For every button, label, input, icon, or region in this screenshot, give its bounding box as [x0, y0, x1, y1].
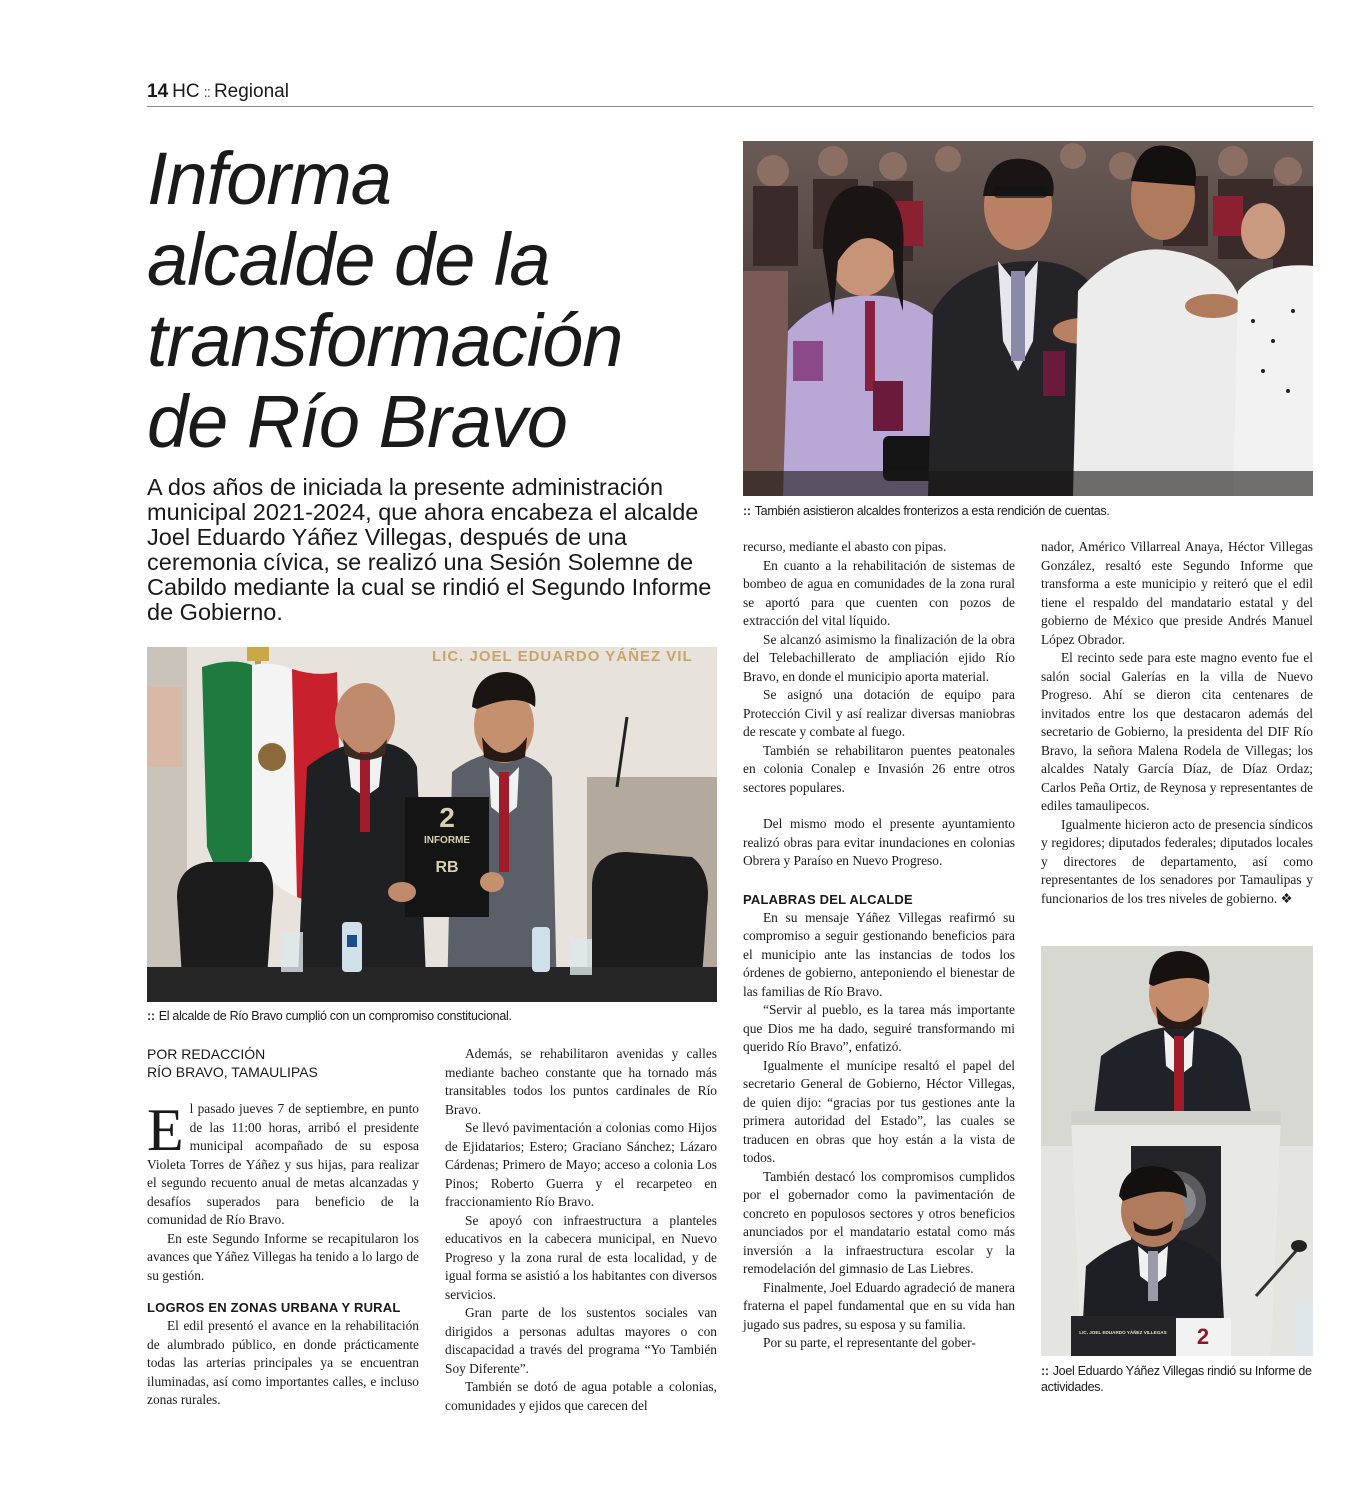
- paragraph: Además, se rehabilitaron avenidas y calles mediante bacheo constante que ha tornado más transitables todos los puntos cardinales de Río Bravo.: [445, 1046, 717, 1117]
- paragraph: recurso, mediante el abasto con pipas.: [743, 539, 947, 554]
- paragraph: Se alcanzó asimismo la finalización de la obra del Telebachillerato de ampliación ejido Río Bravo, en donde el municipio aporta material.: [743, 631, 1015, 684]
- end-mark: ❖: [1280, 890, 1293, 906]
- headline-line-1: Informa: [147, 137, 391, 220]
- podium-photo: [1041, 946, 1313, 1356]
- paragraph: El edil presentó el avance en la rehabilitación de alumbrado público, en donde prácticamente todas las arterias principales ya se encuentran iluminadas, así como importantes calles, e incluso zonas rurales.: [147, 1318, 419, 1407]
- audience-photo-caption: [743, 503, 1313, 519]
- paragraph: En este Segundo Informe se recapitularon los avances que Yáñez Villegas ha tenido a lo largo de su gestión.: [147, 1230, 419, 1283]
- paragraph: Se apoyó con infraestructura a planteles educativos en la cabecera municipal, en Nuevo Progreso y la zona rural de esta localidad, y de igual forma se asistió a los habitantes con diversos servicios.: [445, 1212, 717, 1302]
- paragraph: [147, 1097, 419, 1230]
- caption-marker: ::: [743, 504, 751, 518]
- paragraph: Por su parte, el representante del gober-: [763, 1335, 976, 1350]
- paragraph: Se asignó una dotación de equipo para Protección Civil y así realizar diversas maniobras de rescate y combate al fuego.: [743, 687, 1015, 739]
- logo-number: 2: [1196, 1324, 1210, 1349]
- headline: [147, 138, 727, 462]
- paragraph: nador, Américo Villarreal Anaya, Héctor Villegas González, resaltó este Segundo Informe que transforma a este municipio y reiteró que el edil tiene el respaldo del mandatario estatal y del gobierno de México que preside Andrés Manuel López Obrador.: [1041, 539, 1313, 647]
- paragraph: También se rehabilitaron puentes peatonales en colonia Conalep e Invasión 26 entre otros sectores populares.: [743, 742, 1015, 795]
- caption-text: También asistieron alcaldes fronterizos a esta rendición de cuentas.: [754, 504, 1110, 518]
- section-name: Regional: [213, 81, 289, 102]
- headline-line-4: de Río Bravo: [147, 380, 567, 463]
- backdrop-text: LIC. JOEL EDUARDO YÁÑEZ VIL: [432, 648, 693, 665]
- article-column-4: [1041, 538, 1313, 908]
- paragraph: En su mensaje Yáñez Villegas reafirmó su compromiso a seguir gestionando beneficios para el municipio ante las instancias de todos los órdenes de gobierno, anteponiendo el bienestar de las familias de Río Bravo.: [743, 909, 1015, 999]
- nameplate-text: LIC. JOEL EDUARDO YÁÑEZ VILLEGAS: [1079, 1330, 1167, 1335]
- caption-text: El alcalde de Río Bravo cumplió con un compromiso constitucional.: [158, 1009, 512, 1023]
- caption-marker: ::: [147, 1009, 155, 1023]
- paragraph: En cuanto a la rehabilitación de sistemas de bombeo de agua en comunidades de la zona rural se aportó para que cuenten con pozos de extracción del vital líquido.: [743, 557, 1015, 628]
- article-column-3: [743, 538, 1015, 1353]
- book-title: INFORME: [423, 835, 471, 846]
- headline-line-2: alcalde de la: [147, 218, 550, 301]
- caption-marker: ::: [1041, 1364, 1049, 1378]
- page-header: [147, 80, 1313, 107]
- paragraph: Gran parte de los sustentos sociales van dirigidos a personas adultas mayores o con discapacidad a través del programa “Yo También Soy Diferente”.: [445, 1305, 717, 1376]
- paragraph: Del mismo modo el presente ayuntamiento realizó obras para evitar inundaciones en colonias Obrera y Paraíso en Nuevo Progreso.: [743, 816, 1015, 868]
- handover-photo-caption: [147, 1008, 717, 1024]
- report-handover-photo: [147, 647, 717, 1002]
- paragraph: Se llevó pavimentación a colonias como Hijos de Ejidatarios; Estero; Graciano Sánchez; Lázaro Cárdenas; Primero de Mayo; acceso a colonia Los Pinos; Roberto Guerra y el recarpeteo en fraccionamiento Río Bravo.: [445, 1120, 717, 1209]
- podium-photo-caption: [1041, 1363, 1316, 1395]
- book-number: 2: [439, 802, 455, 833]
- book-logo: RB: [435, 859, 459, 876]
- caption-text: Joel Eduardo Yáñez Villegas rindió su Informe de actividades.: [1041, 1364, 1312, 1394]
- paragraph: [1041, 816, 1313, 909]
- byline: [147, 1045, 422, 1081]
- byline-location: RÍO BRAVO, TAMAULIPAS: [147, 1064, 318, 1080]
- page-number: 14: [147, 81, 169, 102]
- paragraph: Igualmente el munícipe resaltó el papel del secretario General de Gobierno, Héctor Villegas, de quien dijo: “gracias por tus gestiones ante la primera autoridad del Estado”, las cuales se traducen en obras que hoy están a la vista de todos.: [743, 1057, 1015, 1165]
- dropcap: E: [147, 1097, 184, 1163]
- headline-line-3: transformación: [147, 299, 623, 382]
- subheading: LOGROS EN ZONAS URBANA Y RURAL: [147, 1300, 401, 1315]
- paragraph: El recinto sede para este magno evento fue el salón social Galerías en la villa de Nuevo Progreso. Ahí se dieron cita centenares de invitados entre los que destacaron además del secretario de Gobierno, la presidenta del DIF Río Bravo, la señora Malena Rodela de Villegas; los alcaldes Nataly García Díaz, de Díaz Ordaz; Carlos Peña Ortiz, de Reynosa y representantes de ediles tamaulipecos.: [1041, 650, 1313, 813]
- paragraph-text: Igualmente hicieron acto de presencia síndicos y regidores; diputados federales; diputados locales y directores de departamento, así como representantes de los senadores por Tamaulipas y funcionarios de los tres niveles de gobierno.: [1041, 816, 1313, 906]
- paper-name: HC: [172, 81, 200, 102]
- paragraph-text: l pasado jueves 7 de septiembre, en punto de las 11:00 horas, arribó el presidente municipal acompañado de su esposa Violeta Torres de Yáñez y sus hijas, para realizar el segundo recuento anual de metas alcanzadas y desafíos superados para beneficio de la comunidad de Río Bravo.: [147, 1101, 419, 1227]
- paragraph: También destacó los compromisos cumplidos por el gobernador como la pavimentación de concreto en populosos sectores y otros beneficios anunciados por el mandatario estatal como más inversión a la infraestructura escolar y la remodelación del gimnasio de Las Liebres.: [743, 1168, 1015, 1276]
- audience-photo: [743, 141, 1313, 496]
- lead-paragraph: A dos años de iniciada la presente administración municipal 2021-2024, que ahora encabeza el alcalde Joel Eduardo Yáñez Villegas, después de una ceremonia cívica, se realizó una Sesión Solemne de Cabildo mediante la cual se rindió el Segundo Informe de Gobierno.: [147, 474, 712, 625]
- byline-author: POR REDACCIÓN: [147, 1046, 266, 1062]
- subheading: PALABRAS DEL ALCALDE: [743, 891, 913, 907]
- article-column-2: [445, 1045, 717, 1415]
- article-column-1: [147, 1097, 419, 1410]
- paragraph: Finalmente, Joel Eduardo agradeció de manera fraterna el papel fundamental que en su vida han jugado sus padres, su esposa y su familia.: [743, 1279, 1015, 1332]
- paragraph: También se dotó de agua potable a colonias, comunidades y ejidos que carecen del: [445, 1379, 717, 1413]
- paragraph: “Servir al pueblo, es la tarea más importante que Dios me ha dado, seguiré transformando mi querido Río Bravo”, enfatizó.: [743, 1002, 1015, 1054]
- header-separator: ::: [203, 84, 210, 101]
